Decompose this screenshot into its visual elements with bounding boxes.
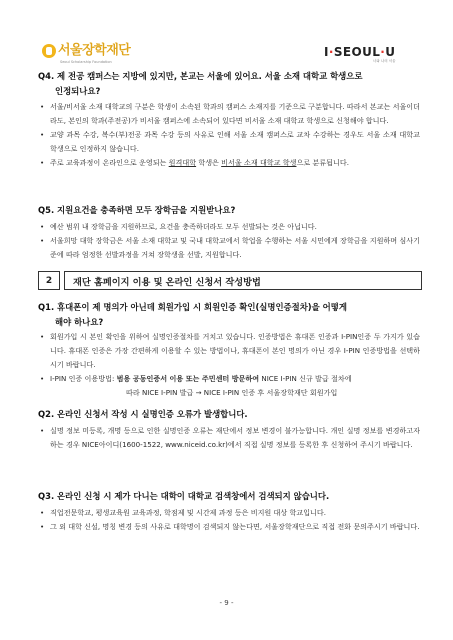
page-number: - 9 - [219, 599, 234, 607]
i-seoul-u-logo: I·SEOUL·U [324, 45, 396, 59]
list-item: • 그 외 대학 신설, 명칭 변경 등의 사유로 대학명이 검색되지 않는다면, 서울장학재단으로 직접 전화 문의주시기 바랍니다. [38, 520, 420, 534]
page-header [0, 0, 453, 70]
q1-b2-pre: I-PIN 인증 이용방법: [50, 374, 117, 383]
faq-question-title: Q5. 지원요건을 충족하면 모두 장학금을 지원받나요? [38, 205, 236, 215]
faq-q4 [38, 69, 420, 170]
faq-question-title: Q3. 온라인 신청 시 제가 다니는 대학이 대학교 검색창에서 검색되지 않습니다. [38, 491, 330, 501]
q1-answer-list [38, 330, 420, 400]
list-item: • 서울희망 대학 장학금은 서울 소재 대학교 및 국내 대학교에서 학업을 수행하는 서울 시민에게 장학금을 지원하며 심사기준에 따라 엄정한 선발과정을 거쳐 장학생을 선발, 지원합니다. [38, 234, 420, 262]
q5-answer-list [38, 220, 420, 262]
list-item: • 서울/비서울 소재 대학교의 구분은 학생이 소속된 학과의 캠퍼스 소재지를 기준으로 구분합니다. 따라서 본교는 서울이더라도, 본인의 학과(주전공)가 비서울 캠퍼스에 소속되어 있다면 비서울 소재 대학교 학생으로 신청해야 합니다. [38, 100, 420, 128]
section-title: 재단 홈페이지 이용 및 온라인 신청서 작성방법 [64, 271, 422, 290]
foundation-logo-text: 서울장학재단 [58, 43, 131, 58]
q1-title-line2: 해야 하나요? [55, 316, 104, 327]
faq-q2 [38, 407, 420, 452]
q1-b2-bold: 범용 공동인증서 이용 또는 주민센터 방문하여 [116, 374, 260, 383]
list-item: • 예산 범위 내 장학금을 지원하므로, 요건을 충족하더라도 모두 선발되는 것은 아닙니다. [38, 220, 420, 234]
q4-b3-mid: 학생은 [196, 158, 222, 167]
q4-answer-list [38, 100, 420, 170]
section-number: 2 [38, 271, 60, 290]
list-item: • 회원가입 시 본인 확인을 위하여 실명인증절차를 거치고 있습니다. 인증방법은 휴대폰 인증과 I-PIN인증 두 가지가 있습니다. 휴대폰 인증은 가장 간편하게 이용할 수 있는 방법이나, 휴대폰이 본인 명의가 아닌 경우 I-PIN 인증방법을 선택하시기 바랍니다. [38, 330, 420, 372]
list-item [38, 372, 420, 400]
i-seoul-u-subtitle: 너와 나의 서울 [373, 59, 396, 63]
q2-answer-list [38, 424, 420, 452]
faq-q1 [38, 300, 420, 400]
logo-i: I [324, 45, 329, 59]
faq-q5 [38, 203, 420, 262]
faq-question-title [38, 300, 420, 329]
list-item: • 교양 과목 수강, 복수(부)전공 과목 수강 등의 사유로 인해 서울 소재 캠퍼스로 교차 수강하는 경우도 서울 소재 대학교 학생으로 인정하지 않습니다. [38, 128, 420, 156]
foundation-logo-subtitle: Seoul Scholarship Foundation [60, 60, 112, 64]
section-header [38, 271, 422, 290]
q1-title-line1: Q1. 휴대폰이 제 명의가 아닌데 회원가입 시 회원인증 확인(실명인증절차)을 어떻게 [38, 302, 347, 312]
q1-b2-post: NICE I-PIN 신규 발급 절차에 [259, 374, 352, 383]
q4-b3-post: 으로 분류됩니다. [296, 158, 349, 167]
faq-question-title: Q2. 온라인 신청서 작성 시 실명인증 오류가 발생합니다. [38, 409, 248, 419]
list-item: • 직업전문학교, 평생교육원 교육과정, 학점제 및 시간제 과정 등은 비지원 대상 학교입니다. [38, 506, 420, 520]
q1-b2-line2: 따라 NICE I-PIN 발급 → NICE I-PIN 인증 후 서울장학재단 회원가입 [126, 388, 338, 397]
q4-b3-nonseoul: 비서울 소재 대학교 학생 [221, 158, 297, 167]
q3-answer-list [38, 506, 420, 534]
faq-question-title [38, 69, 420, 98]
q4-b3-remote-univ: 원격대학 [168, 158, 197, 167]
q4-title-line2: 인정되나요? [55, 85, 101, 96]
list-item: • 실명 정보 미등록, 개명 등으로 인한 실명인증 오류는 재단에서 정보 변경이 불가능합니다. 개인 실명 정보를 변경하고자 하는 경우 NICE아이디(1600-1522, www.niceid.co.kr)에서 직접 실명 정보를 등록한 후 신청하여 주시기 바랍니다. [38, 424, 420, 452]
q4-b3-pre: 주로 교육과정이 온라인으로 운영되는 [50, 158, 169, 167]
logo-seoul: SEOUL [333, 45, 381, 59]
q4-title-line1: Q4. 제 전공 캠퍼스는 지방에 있지만, 본교는 서울에 있어요. 서울 소재 대학교 학생으로 [38, 71, 363, 81]
seoul-scholarship-logo [42, 44, 130, 58]
logo-u: U [385, 45, 396, 59]
list-item [38, 156, 420, 170]
faq-q3 [38, 489, 420, 534]
foundation-emblem-icon [42, 44, 56, 58]
